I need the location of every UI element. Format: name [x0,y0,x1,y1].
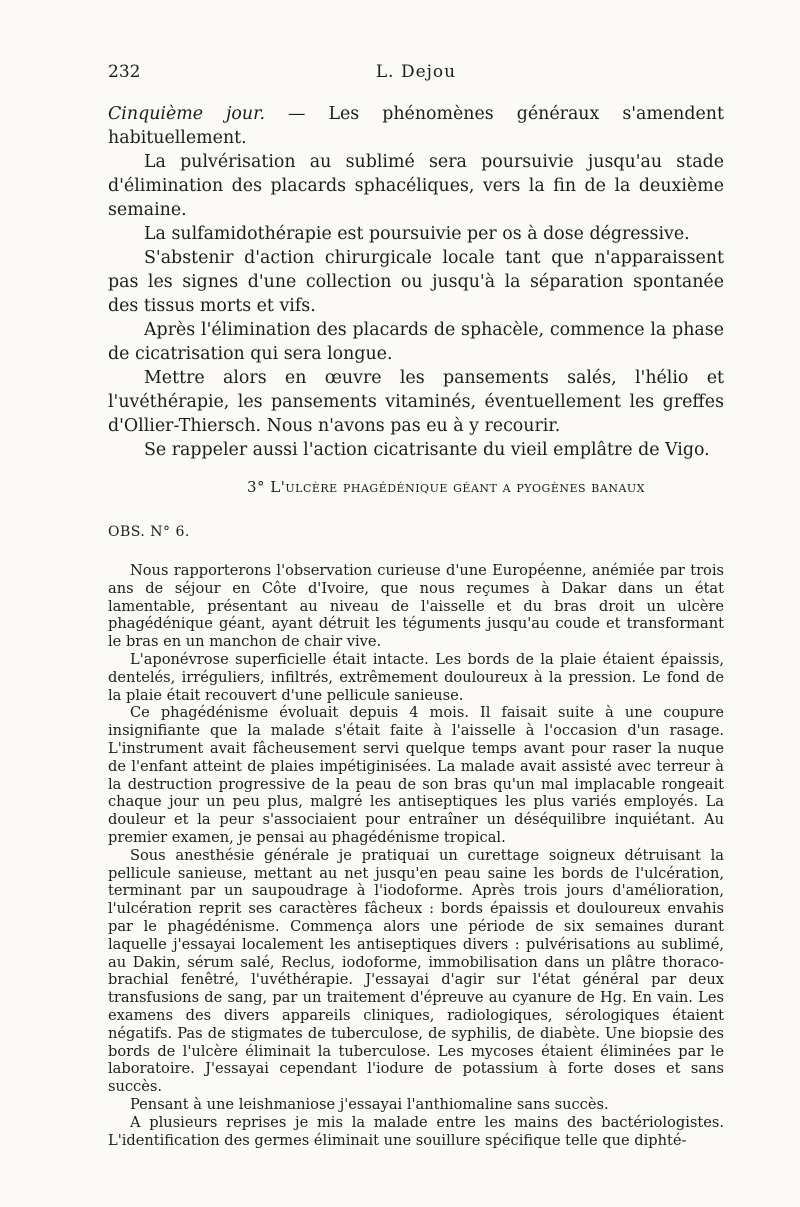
paragraph: A plusieurs reprises je mis la malade entre les mains des bactériologistes. L'identification des germes éliminait une souillure spécifique telle que diphté- [108,1113,724,1149]
paragraph: Mettre alors en œuvre les pansements salés, l'hélio et l'uvéthérapie, les pansements vitaminés, éventuellement les greffes d'Ollier-Thiersch. Nous n'avons pas eu à y recourir. [108,368,724,436]
paragraph: Cinquième jour. — Les phénomènes généraux s'amendent habituellement. [108,104,724,148]
page-content [108,62,724,1149]
paragraph: Ce phagédénisme évoluait depuis 4 mois. Il faisait suite à une coupure insignifiante que la malade s'était faite à l'aisselle à l'occasion d'un rasage. L'instrument avait fâcheusement servi quelque temps avant pour raser la nuque de l'enfant atteint de plaies impétiginisées. La malade avait assisté avec terreur à la destruction progressive de la peau de son bras qu'un mal implacable rongeait chaque jour un peu plus, malgré les antiseptiques les plus variés employés. La douleur et la peur s'associaient pour entraîner un déséquilibre inquiétant. Au premier examen, je pensai au phagédénisme tropical. [108,704,724,846]
paragraph: L'aponévrose superficielle était intacte. Les bords de la plaie étaient épaissis, dentelés, irréguliers, infiltrés, extrêmement douloureux à la pression. Le fond de la plaie était recouvert d'une pellicule sanieuse. [108,650,724,704]
top-text [108,102,724,462]
page-number: 232 [108,62,141,82]
paragraph: Sous anesthésie générale je pratiquai un curettage soigneux détruisant la pellicule sanieuse, mettant au net jusqu'en peau saine les bords de l'ulcération, terminant par un saupoudrage à l'iodoforme. Après trois jours d'amélioration, l'ulcération reprit ses caractères fâcheux : bords épaissis et douloureux envahis par le phagédénisme. Commença alors une période de six semaines durant laquelle j'essayai localement les antiseptiques divers : pulvérisations au sublimé, au Dakin, sérum salé, Reclus, iodoforme, immobilisation dans un plâtre thoraco-brachial fenêtré, l'uvéthérapie. J'essayai d'agir sur l'état général par deux transfusions de sang, par un traitement d'épreuve au cyanure de Hg. En vain. Les examens des divers appareils cliniques, radiologiques, sérologiques étaient négatifs. Pas de stigmates de tuberculose, de syphilis, de diabète. Une biopsie des bords de l'ulcère éliminait la tuberculose. Les mycoses étaient éliminées par le laboratoire. J'essayai cependant l'iodure de potassium à forte doses et sans succès. [108,846,724,1096]
paragraph: Après l'élimination des placards de sphacèle, commence la phase de cicatrisation qui sera longue. [108,320,724,364]
day-label: Cinquième jour. [108,104,266,124]
paragraph: Nous rapporterons l'observation curieuse d'une Européenne, anémiée par trois ans de séjour en Côte d'Ivoire, que nous reçumes à Dakar dans un état lamentable, présentant au niveau de l'aisselle et du bras droit un ulcère phagédénique géant, ayant détruit les téguments jusqu'au coude et transformant le bras en un manchon de chair vive. [108,562,724,651]
observation-text [108,562,724,1149]
paragraph: Pensant à une leishmaniose j'essayai l'anthiomaline sans succès. [130,1095,609,1113]
paragraph: S'abstenir d'action chirurgicale locale tant que n'apparaissent pas les signes d'une collection ou jusqu'à la séparation spontanée des tissus morts et vifs. [108,248,724,316]
running-header [108,62,724,88]
observation-label: OBS. N° 6. [108,524,190,540]
running-title: L. Dejou [375,62,457,82]
paragraph: La pulvérisation au sublimé sera poursuivie jusqu'au stade d'élimination des placards sphacéliques, vers la fin de la deuxième semaine. [108,152,724,220]
section-heading: 3° L'ulcère phagédénique géant a pyogènes banaux [246,478,645,496]
paragraph: Se rappeler aussi l'action cicatrisante du vieil emplâtre de Vigo. [144,440,710,460]
paragraph: La sulfamidothérapie est poursuivie per os à dose dégressive. [144,224,690,244]
